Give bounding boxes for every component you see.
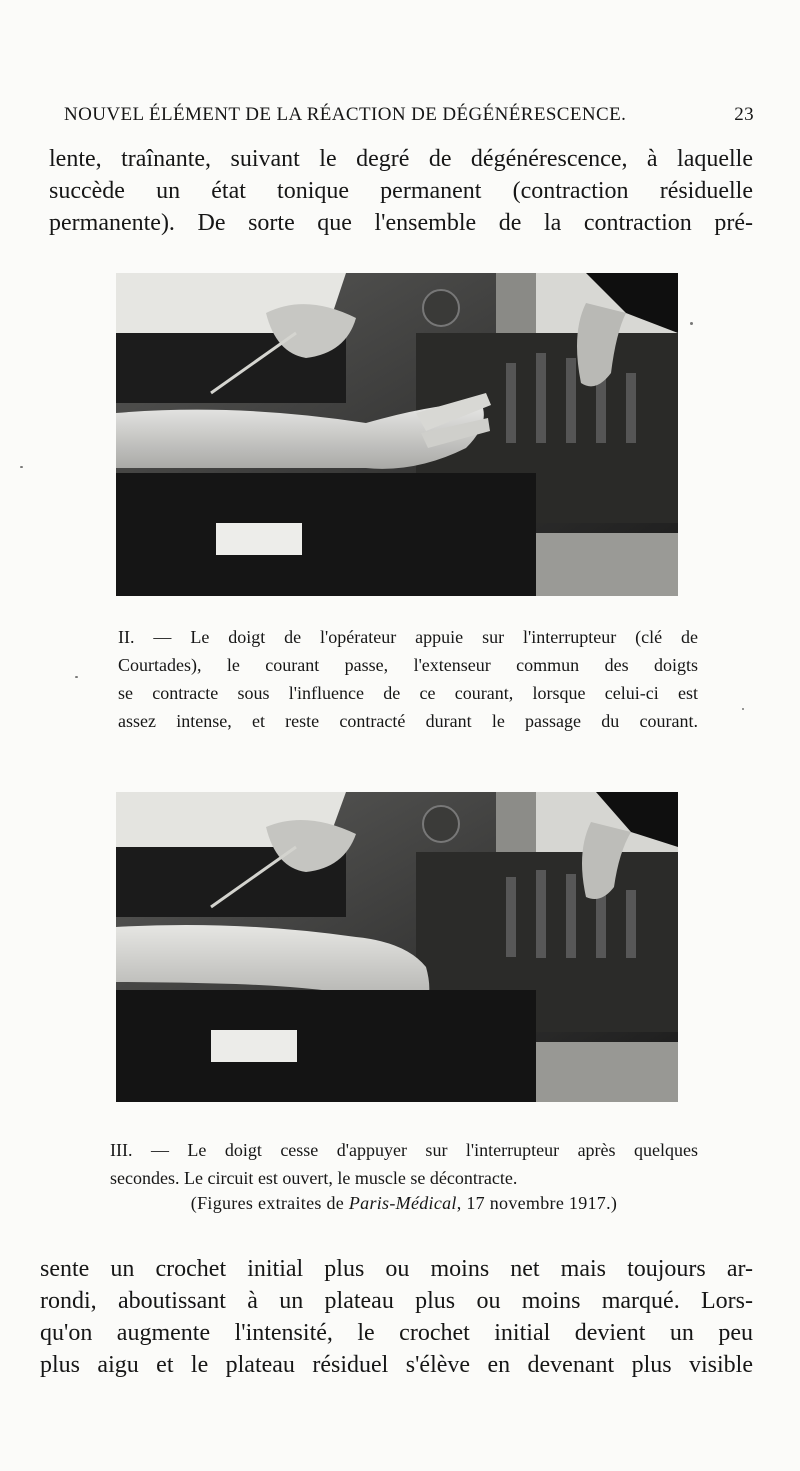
figure-iii-caption: [110, 1136, 698, 1192]
scan-speck: [20, 466, 23, 468]
text-line: lente, traînante, suivant le degré de dégénérescence, à laquelle: [49, 146, 753, 172]
figure-source-note: [124, 1193, 684, 1214]
scan-speck: [690, 322, 693, 325]
photograph-arm-relaxed-icon: [116, 792, 678, 1102]
page-number: 23: [734, 104, 754, 125]
text-line: succède un état tonique permanent (contraction résiduelle: [49, 178, 753, 204]
caption-line: II. — Le doigt de l'opérateur appuie sur l'interrupteur (clé de: [118, 627, 698, 647]
bottom-paragraph: [40, 1253, 753, 1381]
journal-title: Paris-Médical: [348, 1193, 457, 1213]
scan-speck: [742, 708, 744, 710]
text-line: sente un crochet initial plus ou moins net mais toujours ar-: [40, 1256, 753, 1282]
text-line: qu'on augmente l'intensité, le crochet initial devient un peu: [40, 1320, 753, 1346]
running-head: [64, 100, 754, 130]
source-suffix: , 17 novembre 1917.): [456, 1193, 618, 1213]
running-title: NOUVEL ÉLÉMENT DE LA RÉACTION DE DÉGÉNÉRESCENCE.: [64, 104, 627, 125]
caption-line: assez intense, et reste contracté durant le passage du courant.: [118, 711, 698, 731]
top-paragraph: [49, 143, 753, 239]
text-line: permanente). De sorte que l'ensemble de la contraction pré-: [49, 210, 753, 236]
caption-line: secondes. Le circuit est ouvert, le muscle se décontracte.: [110, 1168, 518, 1188]
caption-line: Courtades), le courant passe, l'extenseur commun des doigts: [118, 655, 698, 675]
scan-speck: [75, 676, 78, 678]
text-line: rondi, aboutissant à un plateau plus ou moins marqué. Lors-: [40, 1288, 753, 1314]
source-prefix: (Figures extraites de: [190, 1193, 349, 1213]
figure-iii-photo: [116, 792, 678, 1102]
caption-line: III. — Le doigt cesse d'appuyer sur l'interrupteur après quelques: [110, 1140, 698, 1160]
caption-line: se contracte sous l'influence de ce courant, lorsque celui-ci est: [118, 683, 698, 703]
text-line: plus aigu et le plateau résiduel s'élève en devenant plus visible: [40, 1352, 753, 1378]
figure-ii-photo: [116, 273, 678, 596]
figure-ii-caption: [118, 623, 698, 735]
photograph-arm-electrodiagnosis-icon: [116, 273, 678, 596]
